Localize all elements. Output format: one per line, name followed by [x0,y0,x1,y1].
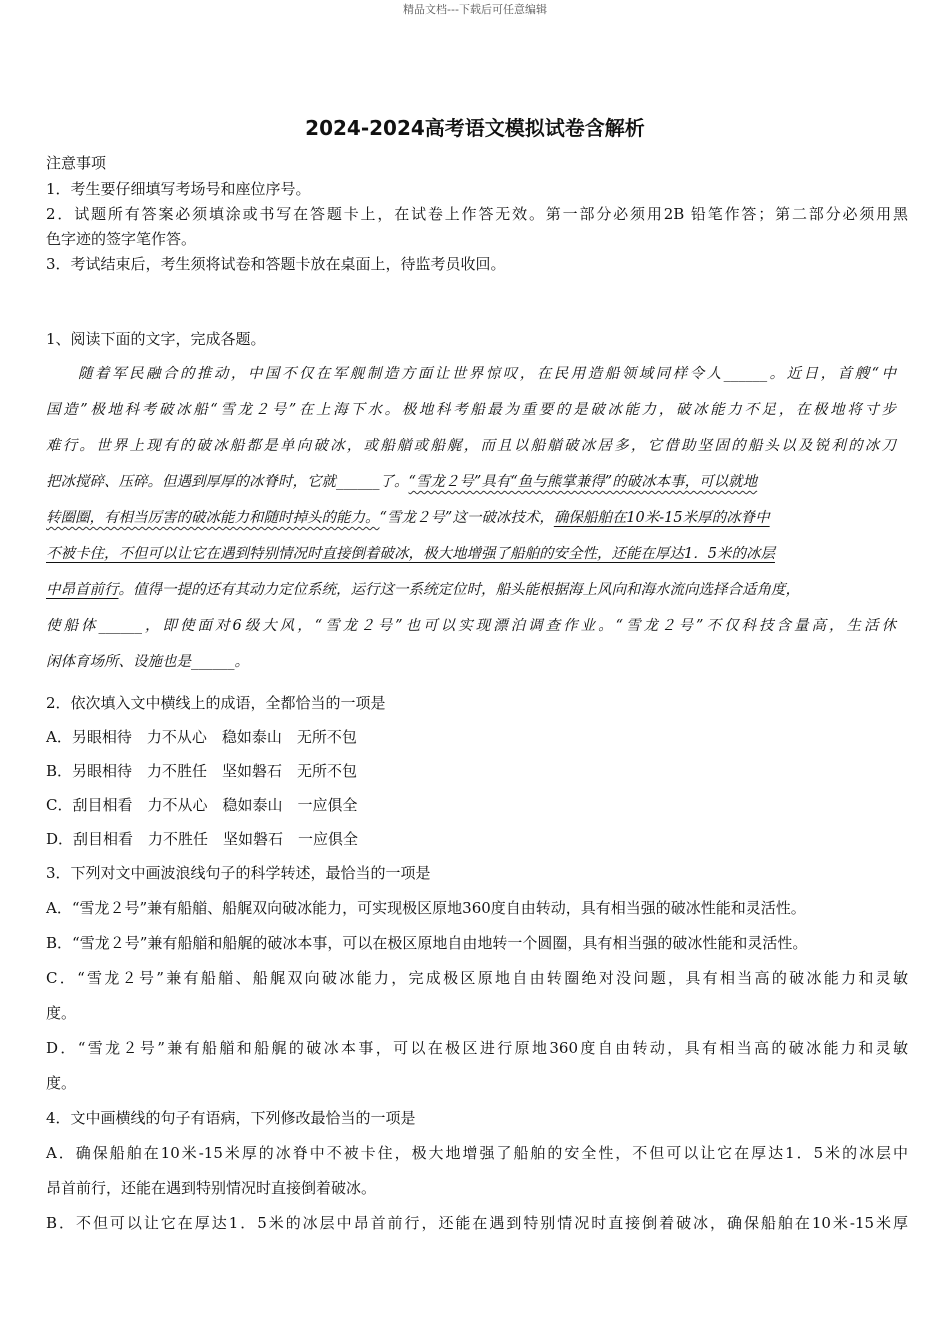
notice-item: 1．考生要仔细填写考场号和座位序号。 [46,180,311,198]
question-option: D．刮目相看 力不胜任 坚如磐石 一应俱全 [46,830,359,848]
passage-segment: “雪龙２号”这一破冰技术， [379,510,554,526]
passage-line [46,506,908,527]
question-option: A．“雪龙２号”兼有船艏、船艉双向破冰能力，可实现极区原地360度自由转动，具有相当强的破冰性能和灵活性。 [46,899,806,917]
question-option: C．“雪龙２号”兼有船艏、船艉双向破冰能力，完成极区原地自由转圈绝对没问题，具有相当高的破冰能力和灵敏 [46,969,908,987]
passage-line: 使船体______，即使面对6级大风，“雪龙２号”也可以实现漂泊调查作业。“雪龙２号”不仅科技含量高，生活休 [46,618,896,634]
question-option-continued: 昂首前行，还能在遇到特别情况时直接倒着破冰。 [46,1179,377,1197]
passage-line: 难行。世界上现有的破冰船都是单向破冰，或船艏或船艉，而且以船艏破冰居多，它借助坚固的船头以及锐利的冰刀 [46,438,896,454]
question-option: C．刮目相看 力不从心 稳如泰山 一应俱全 [46,796,358,814]
section-instruction: 1、阅读下面的文字，完成各题。 [46,330,266,348]
passage-line [46,578,908,599]
page-title: 2024-2024高考语文模拟试卷含解析 [305,116,645,140]
underlined-sentence: 确保船舶在10米-15米厚的冰脊中 [553,510,770,526]
notice-item: 3．考试结束后，考生须将试卷和答题卡放在桌面上，待监考员收回。 [46,255,506,273]
wavy-underlined-sentence: 转圈圈，有相当厉害的破冰能力和随时掉头的能力。 [46,510,380,526]
underlined-sentence: 不被卡住，不但可以让它在遇到特别情况时直接倒着破冰，极大地增强了船舶的安全性，还能在厚达1．5米的冰层 [46,546,775,562]
question-stem: 4．文中画横线的句子有语病，下列修改最恰当的一项是 [46,1109,416,1127]
notice-item: 2．试题所有答案必须填涂或书写在答题卡上，在试卷上作答无效。第一部分必须用2B 铅笔作答；第二部分必须用黑 [46,205,908,223]
underlined-sentence: 中昂首前行 [46,582,119,598]
question-option-continued: 度。 [46,1074,77,1092]
wavy-underlined-sentence: “雪龙２号”具有“鱼与熊掌兼得”的破冰本事，可以就地 [408,474,758,490]
notice-heading: 注意事项 [46,154,107,172]
question-option: A．确保船舶在10米-15米厚的冰脊中不被卡住，极大地增强了船舶的安全性，不但可以让它在厚达1．5米的冰层中 [46,1144,908,1162]
passage-line: 国造”极地科考破冰船“雪龙２号”在上海下水。极地科考船最为重要的是破冰能力，破冰能力不足，在极地将寸步 [46,402,896,418]
question-option: B．另眼相待 力不胜任 坚如磐石 无所不包 [46,762,358,780]
question-option: D．“雪龙２号”兼有船艏和船艉的破冰本事，可以在极区进行原地360度自由转动，具有相当高的破冰能力和灵敏 [46,1039,908,1057]
question-option: B．“雪龙２号”兼有船艏和船艉的破冰本事，可以在极区原地自由地转一个圆圈，具有相当强的破冰性能和灵活性。 [46,934,808,952]
passage-line: 闲体育场所、设施也是______。 [46,654,249,670]
question-option: A．另眼相待 力不从心 稳如泰山 无所不包 [46,728,357,746]
question-option-continued: 度。 [46,1004,77,1022]
passage-segment: 把冰搅碎、压碎。但遇到厚厚的冰脊时，它就______了。 [46,474,409,490]
question-stem: 3．下列对文中画波浪线句子的科学转述，最恰当的一项是 [46,864,431,882]
question-option: B．不但可以让它在厚达1．5米的冰层中昂首前行，还能在遇到特别情况时直接倒着破冰，确保船舶在10米-15米厚 [46,1214,908,1232]
question-stem: 2．依次填入文中横线上的成语，全都恰当的一项是 [46,694,386,712]
passage-segment: 。值得一提的还有其动力定位系统，运行这一系统定位时，船头能根据海上风向和海水流向选择合适角度， [118,582,800,598]
passage-line [46,470,908,491]
header-watermark: 精品文档---下载后可任意编辑 [403,3,547,16]
notice-item: 色字迹的签字笔作答。 [46,230,197,248]
passage-line: 随着军民融合的推动，中国不仅在军舰制造方面让世界惊叹，在民用造船领域同样令人______。近日，首艘“中 [78,366,896,382]
